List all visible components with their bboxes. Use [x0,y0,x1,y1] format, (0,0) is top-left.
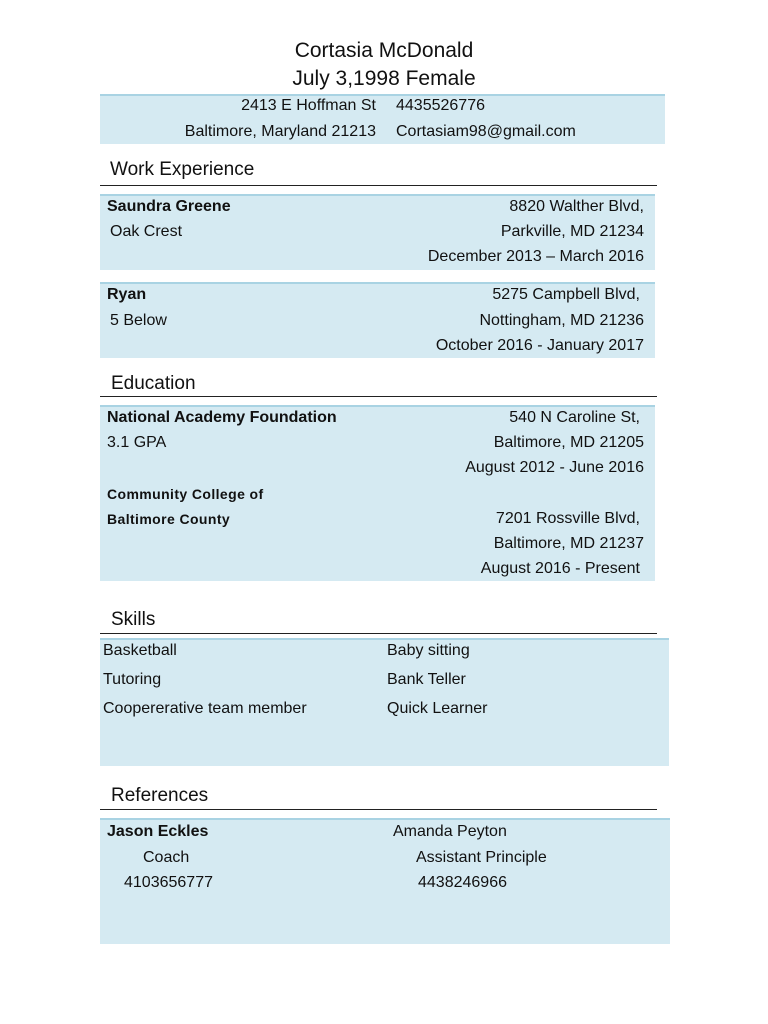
skill-right-1: Baby sitting [387,642,470,659]
ref-1-title: Coach [143,849,190,866]
skill-left-3: Coopererative team member [103,700,307,717]
work-1-place: Oak Crest [110,223,183,240]
ref-1-phone: 4103656777 [124,874,213,891]
edu-1-gpa: 3.1 GPA [107,434,167,451]
skills-divider [100,633,657,634]
work-1-dates: December 2013 – March 2016 [427,248,644,265]
skill-right-3: Quick Learner [387,700,488,717]
work-2-address1: 5275 Campbell Blvd, [492,286,640,303]
edu-1-school: National Academy Foundation [107,409,337,426]
education-divider [100,396,657,397]
education-heading: Education [111,373,196,394]
edu-2-address2: Baltimore, MD 21237 [493,535,644,552]
ref-2-phone: 4438246966 [418,874,507,891]
skills-heading: Skills [111,609,156,630]
edu-2-dates: August 2016 - Present [480,560,640,577]
skill-left-2: Tutoring [103,671,162,688]
applicant-name: Cortasia McDonald [294,39,474,62]
work-2-place: 5 Below [110,312,167,329]
references-heading: References [111,785,209,806]
skill-right-2: Bank Teller [387,671,466,688]
city-state-zip: Baltimore, Maryland 21213 [184,123,376,140]
ref-2-title: Assistant Principle [416,849,547,866]
street-address: 2413 E Hoffman St [241,97,376,114]
phone-number: 4435526776 [396,97,485,114]
ref-1-name: Jason Eckles [107,823,209,840]
work-2-dates: October 2016 - January 2017 [435,337,644,354]
work-1-employer: Saundra Greene [107,198,231,215]
references-divider [100,809,657,810]
ref-2-name: Amanda Peyton [393,823,507,840]
work-experience-heading: Work Experience [110,159,255,180]
edu-1-address2: Baltimore, MD 21205 [493,434,644,451]
birthdate-gender: July 3,1998 Female [292,67,476,90]
edu-2-address1: 7201 Rossville Blvd, [495,510,640,527]
work-1-address1: 8820 Walther Blvd, [509,198,644,215]
edu-1-address1: 540 N Caroline St, [509,409,640,426]
work-2-employer: Ryan [107,286,147,303]
work-1-address2: Parkville, MD 21234 [500,223,644,240]
edu-2-school-line2: Baltimore County [107,511,231,527]
work-2-address2: Nottingham, MD 21236 [479,312,644,329]
skill-left-1: Basketball [103,642,177,659]
edu-1-dates: August 2012 - June 2016 [465,459,644,476]
email-address: Cortasiam98@gmail.com [396,123,576,140]
edu-2-school-line1: Community College of [107,486,264,502]
work-divider [100,185,657,186]
